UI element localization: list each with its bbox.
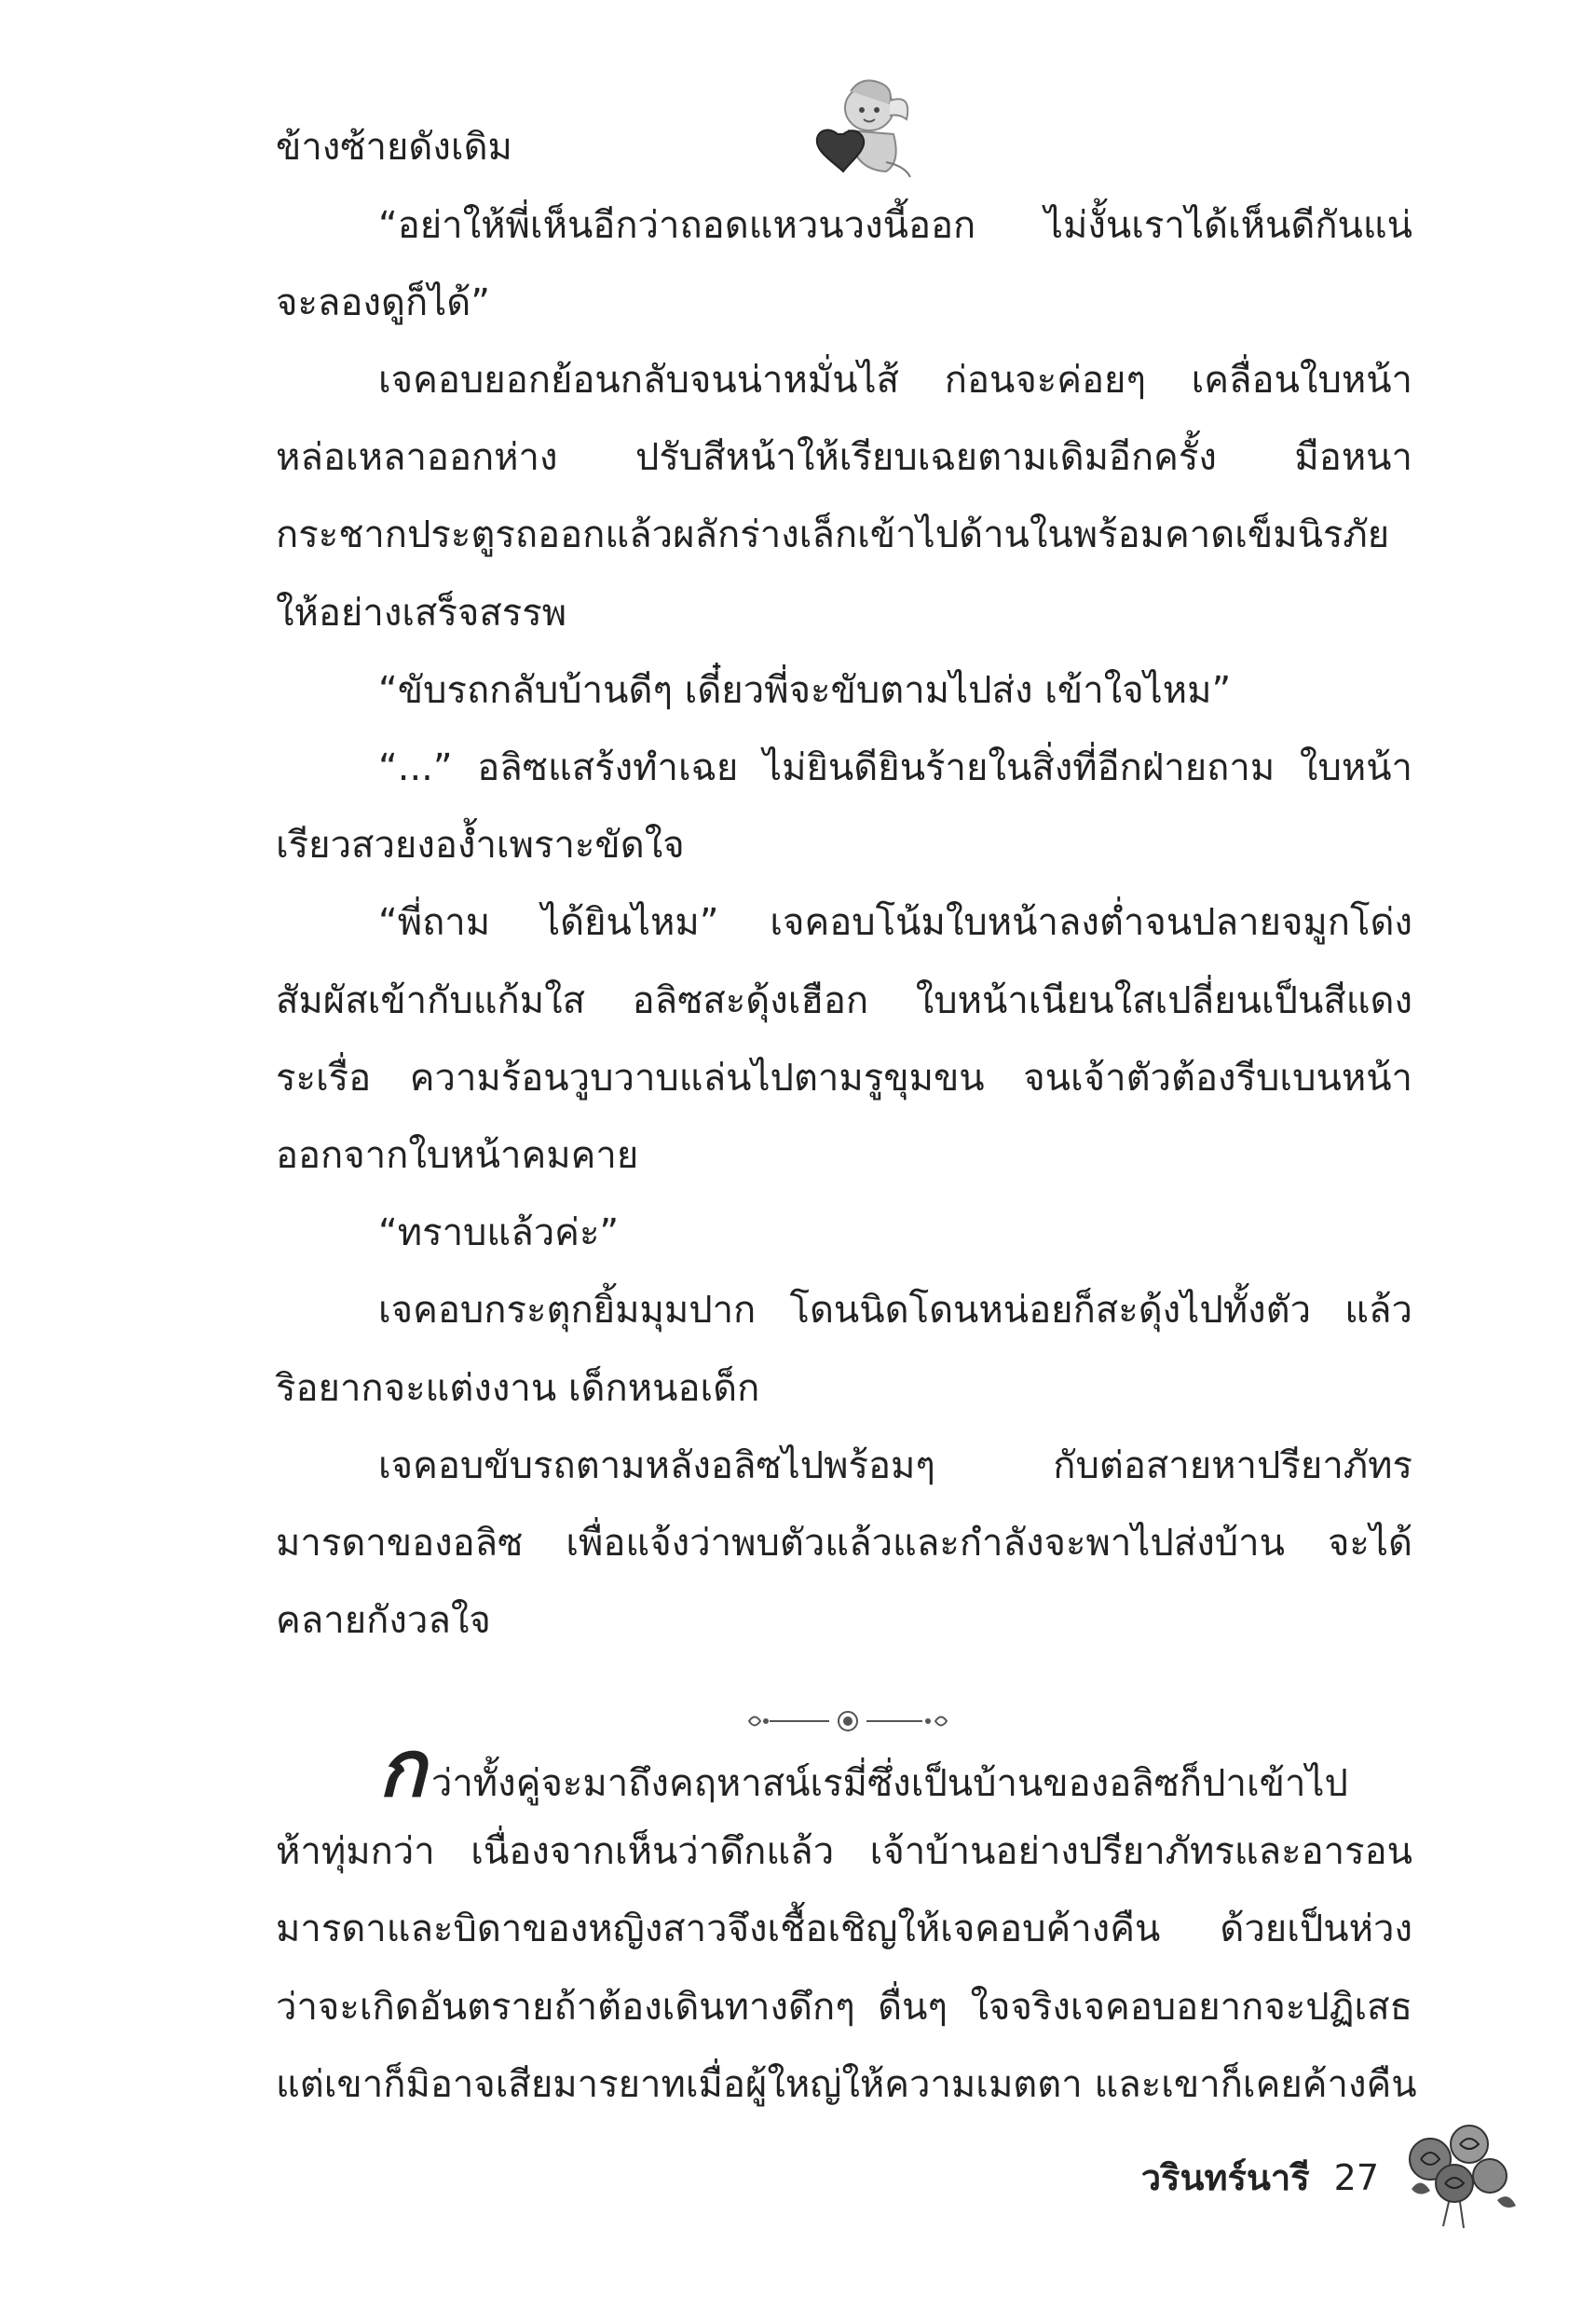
text-line: เจคอบกระตุกยิ้มมุมปาก โดนนิดโดนหน่อยก็สะดุ้งไปทั้งตัว แล้ว	[378, 1289, 1412, 1332]
text-line: ห้าทุ่มกว่า เนื่องจากเห็นว่าดึกแล้ว เจ้าบ้านอย่างปรียาภัทรและอารอน	[276, 1830, 1412, 1873]
text-line: จะลองดูก็ได้”	[276, 281, 490, 324]
text-line: ออกจากใบหน้าคมคาย	[276, 1134, 639, 1177]
text-line: เรียวสวยงอง้ำเพราะขัดใจ	[276, 824, 685, 867]
text-line: ริอยากจะแต่งงาน เด็กหนอเด็ก	[276, 1367, 760, 1410]
text-line: เจคอบขับรถตามหลังอลิซไปพร้อมๆ กับต่อสายหาปรียาภัทร	[378, 1444, 1412, 1487]
text-line: “ทราบแล้วค่ะ”	[378, 1211, 620, 1254]
text-line: “ขับรถกลับบ้านดีๆ เดี๋ยวพี่จะขับตามไปส่ง เข้าใจไหม”	[378, 669, 1232, 712]
rose-bouquet-icon	[1393, 2111, 1523, 2232]
text-line: หล่อเหลาออกห่าง ปรับสีหน้าให้เรียบเฉยตามเดิมอีกครั้ง มือหนา	[276, 436, 1412, 479]
drop-cap: ก	[378, 1723, 426, 1814]
text-line: ให้อย่างเสร็จสรรพ	[276, 592, 567, 635]
page-footer	[1118, 2149, 1379, 2206]
text-line: ว่าจะเกิดอันตรายถ้าต้องเดินทางดึกๆ ดื่นๆ ใจจริงเจคอบอยากจะปฏิเสธ	[276, 1986, 1412, 2029]
section-first-line	[378, 1723, 1412, 1825]
text-line: คลายกังวลใจ	[276, 1599, 491, 1642]
book-title: วรินทร์นารี	[1140, 2157, 1310, 2198]
text-line: เจคอบยอกย้อนกลับจนน่าหมั่นไส้ ก่อนจะค่อยๆ เคลื่อนใบหน้า	[378, 359, 1412, 402]
text-line: “...” อลิซแสร้งทำเฉย ไม่ยินดียินร้ายในสิ่งที่อีกฝ่ายถาม ใบหน้า	[378, 746, 1412, 789]
page-number: 27	[1333, 2157, 1379, 2198]
text-line: แต่เขาก็มิอาจเสียมารยาทเมื่อผู้ใหญ่ให้ความเมตตา และเขาก็เคยค้างคืน	[276, 2063, 1417, 2106]
text-line: สัมผัสเข้ากับแก้มใส อลิซสะดุ้งเฮือก ใบหน้าเนียนใสเปลี่ยนเป็นสีแดง	[276, 979, 1412, 1022]
text-line: ระเรื่อ ความร้อนวูบวาบแล่นไปตามรูขุมขน จนเจ้าตัวต้องรีบเบนหน้า	[276, 1057, 1412, 1100]
text-line: ว่าทั้งคู่จะมาถึงคฤหาสน์เรมี่ซึ่งเป็นบ้านของอลิซก็ปาเข้าไป	[430, 1762, 1348, 1805]
ornament-divider-icon	[745, 1707, 950, 1735]
text-line: มารดาของอลิซ เพื่อแจ้งว่าพบตัวแล้วและกำลังจะพาไปส่งบ้าน จะได้	[276, 1522, 1412, 1565]
text-line: มารดาและบิดาของหญิงสาวจึงเชื้อเชิญให้เจคอบค้างคืน ด้วยเป็นห่วง	[276, 1908, 1412, 1950]
text-line: “พี่ถาม ได้ยินไหม” เจคอบโน้มใบหน้าลงต่ำจนปลายจมูกโด่ง	[378, 901, 1412, 944]
text-line: “อย่าให้พี่เห็นอีกว่าถอดแหวนวงนี้ออก ไม่งั้นเราได้เห็นดีกันแน่	[378, 204, 1412, 247]
text-line: ข้างซ้ายดังเดิม	[276, 126, 512, 169]
text-line: กระชากประตูรถออกแล้วผลักร่างเล็กเข้าไปด้านในพร้อมคาดเข็มนิรภัย	[276, 513, 1390, 556]
